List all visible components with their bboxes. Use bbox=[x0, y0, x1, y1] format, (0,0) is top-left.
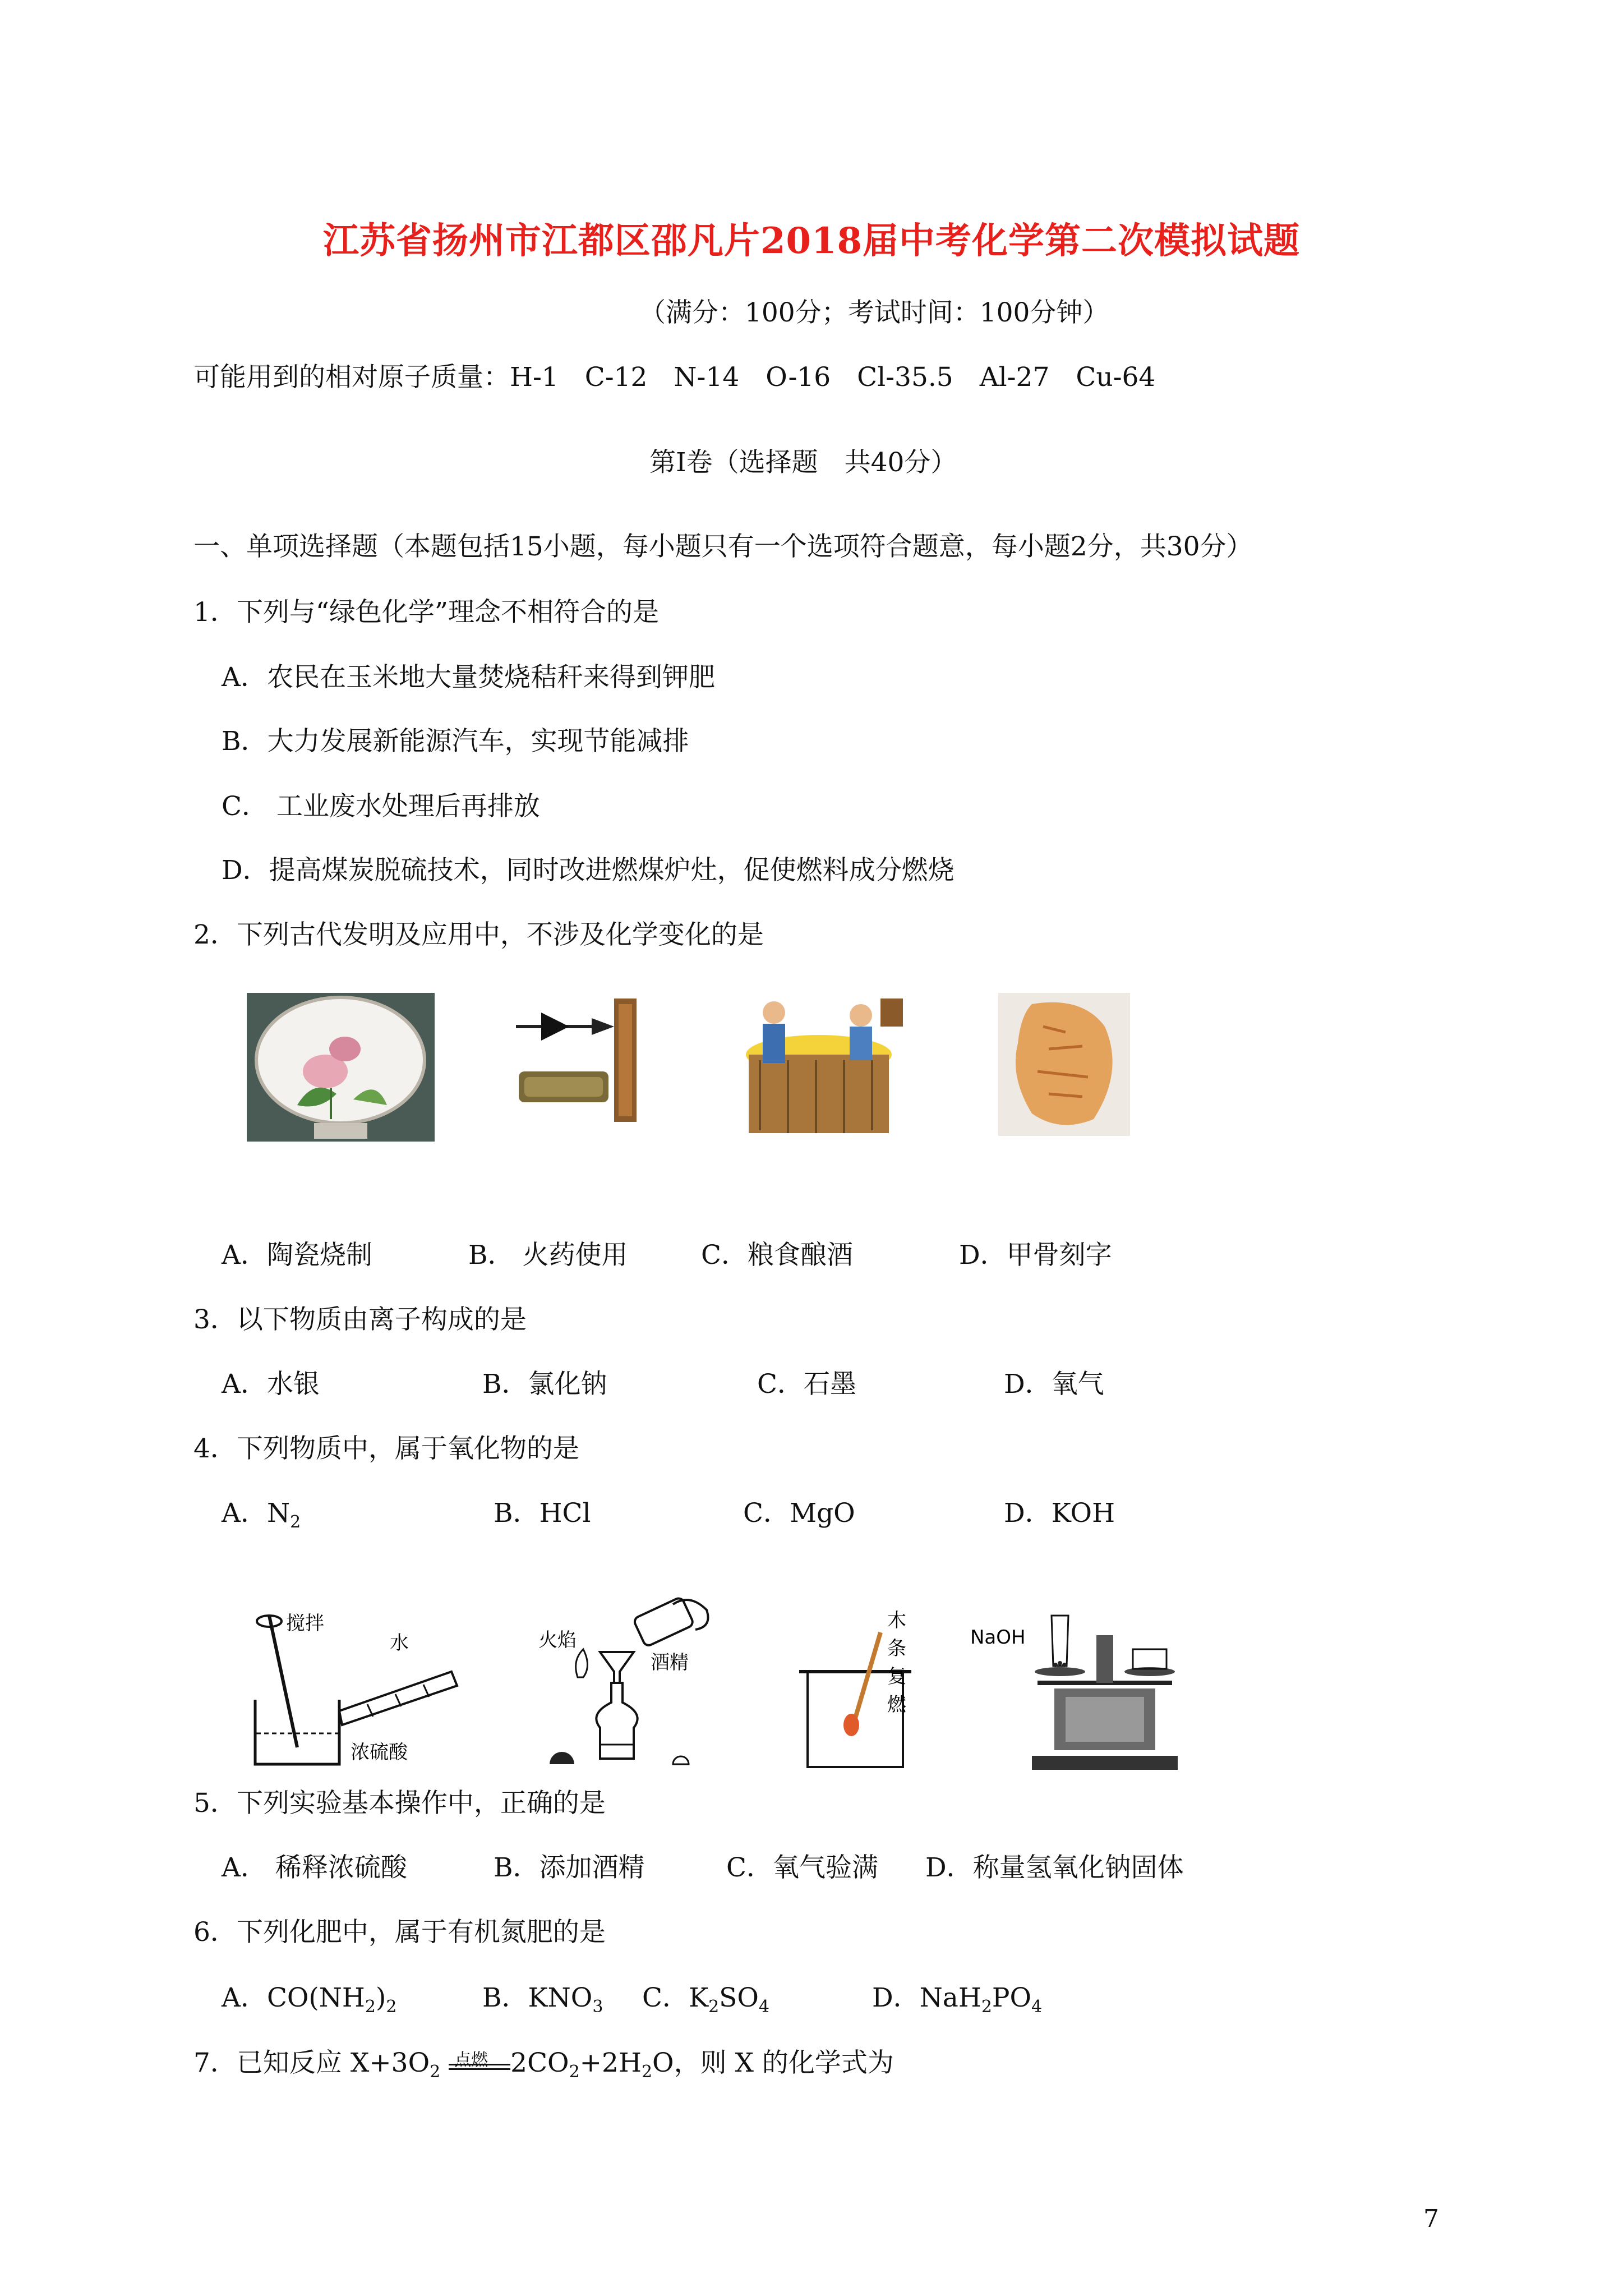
q6-option-d: D．$NaH_2PO_4$ bbox=[872, 1982, 1043, 2017]
page-number: 7 bbox=[1423, 2205, 1439, 2233]
q3-option-b: B．氯化钠 bbox=[482, 1369, 607, 1400]
q4-stem: 4．下列物质中，属于氧化物的是 bbox=[193, 1433, 579, 1464]
porcelain-plate-image bbox=[247, 993, 435, 1142]
label-wood-2: 条 bbox=[887, 1637, 906, 1660]
atomic-masses: 可能用到的相对原子质量：H-1 C-12 N-14 O-16 Cl-35.5 Al-27 Cu-64 bbox=[193, 362, 1156, 393]
label-water: 水 bbox=[390, 1632, 409, 1654]
q1-option-c: C． 工业废水处理后再排放 bbox=[222, 791, 540, 822]
q3-option-a: A．水银 bbox=[222, 1369, 320, 1400]
q4-option-c: C．MgO bbox=[743, 1498, 855, 1529]
grain-brewing-image bbox=[726, 987, 909, 1150]
weigh-naoh-diagram bbox=[970, 1604, 1195, 1775]
part-one-heading: 一、单项选择题（本题包括15小题，每小题只有一个选项符合题意，每小题2分，共30分） bbox=[193, 531, 1253, 562]
q2-option-b: B． 火药使用 bbox=[468, 1240, 628, 1271]
q5-option-b: B．添加酒精 bbox=[494, 1852, 645, 1883]
label-wood-3: 复 bbox=[887, 1665, 906, 1688]
q1-option-b: B．大力发展新能源汽车，实现节能减排 bbox=[222, 726, 689, 757]
q7-stem: 7．已知反应 $X+3O_2$ 点燃 $2CO_2+2H_2O$，则 X 的化学式为 bbox=[193, 2047, 894, 2082]
document-title: 江苏省扬州市江都区邵凡片2018届中考化学第二次模拟试题 bbox=[322, 220, 1301, 262]
q1-option-d: D．提高煤炭脱硫技术，同时改进燃煤炉灶，促使燃料成分燃烧 bbox=[222, 855, 955, 886]
q6-option-c: C．$K_2SO_4$ bbox=[642, 1982, 769, 2017]
q6-stem: 6．下列化肥中，属于有机氮肥的是 bbox=[193, 1917, 606, 1948]
q3-option-c: C．石墨 bbox=[757, 1369, 856, 1400]
add-alcohol-diagram bbox=[538, 1593, 729, 1775]
label-conc-sulfuric-acid: 浓硫酸 bbox=[351, 1741, 408, 1764]
label-naoh: NaOH bbox=[970, 1626, 1026, 1649]
oracle-bone-image bbox=[998, 993, 1130, 1136]
q4-option-b: B．HCl bbox=[494, 1498, 591, 1529]
label-wood-4: 燃 bbox=[887, 1694, 906, 1716]
q1-option-a: A．农民在玉米地大量焚烧秸秆来得到钾肥 bbox=[222, 662, 715, 693]
q2-option-d: D．甲骨刻字 bbox=[959, 1240, 1112, 1271]
q1-stem: 1．下列与“绿色化学”理念不相符合的是 bbox=[193, 597, 659, 628]
gunpowder-weapon-image bbox=[508, 993, 639, 1128]
q2-stem: 2．下列古代发明及应用中，不涉及化学变化的是 bbox=[193, 919, 764, 950]
oxygen-test-diagram bbox=[791, 1604, 937, 1773]
section-title: 第Ⅰ卷（选择题 共40分） bbox=[649, 447, 957, 478]
q6-option-a: A．$CO(NH_2)_2$ bbox=[222, 1982, 397, 2017]
q6-option-b: B．$KNO_3$ bbox=[482, 1982, 603, 2017]
label-stir: 搅拌 bbox=[286, 1612, 324, 1635]
q5-option-c: C．氧气验满 bbox=[726, 1852, 878, 1883]
q5-option-d: D．称量氢氧化钠固体 bbox=[925, 1852, 1184, 1883]
q2-option-a: A．陶瓷烧制 bbox=[222, 1240, 372, 1271]
dilute-sulfuric-acid-diagram bbox=[244, 1604, 463, 1773]
q2-option-c: C．粮食酿酒 bbox=[701, 1240, 853, 1271]
label-alcohol: 酒精 bbox=[651, 1651, 689, 1674]
label-wood-1: 木 bbox=[887, 1609, 906, 1632]
q5-stem: 5．下列实验基本操作中，正确的是 bbox=[193, 1788, 606, 1819]
q4-option-d: D．KOH bbox=[1004, 1498, 1115, 1529]
exam-info: （满分：100分；考试时间：100分钟） bbox=[639, 297, 1109, 328]
q3-stem: 3．以下物质由离子构成的是 bbox=[193, 1304, 527, 1335]
label-flame: 火焰 bbox=[538, 1629, 577, 1651]
q4-option-a: A．$N_2$ bbox=[222, 1498, 301, 1532]
q5-option-a: A． 稀释浓硫酸 bbox=[222, 1852, 407, 1883]
reaction-condition-arrow: 点燃 bbox=[449, 2054, 510, 2076]
q3-option-d: D．氧气 bbox=[1004, 1369, 1104, 1400]
